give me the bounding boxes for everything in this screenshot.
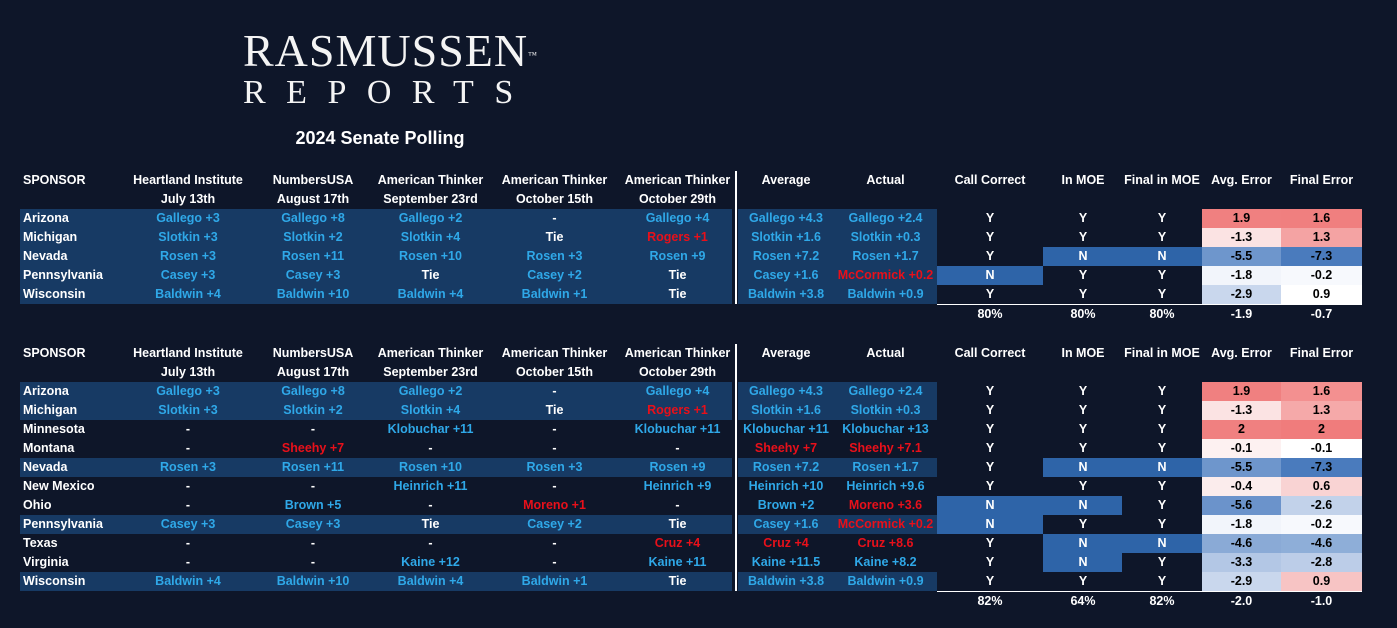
avg-error-value: -1.8 (1230, 517, 1253, 531)
actual-value: Moreno +3.6 (848, 498, 923, 512)
call-correct-value: Y (985, 211, 995, 225)
call-correct-value: Y (985, 249, 995, 263)
poll-result: - (552, 479, 557, 493)
poll-result: Slotkin +4 (400, 403, 461, 417)
trademark-symbol: ™ (528, 50, 537, 60)
call-correct-value: Y (985, 441, 995, 455)
poll-result: - (552, 211, 557, 225)
poll-result: Slotkin +2 (283, 403, 343, 417)
final-in-moe-value: Y (1157, 384, 1167, 398)
average-value: Kaine +11.5 (751, 555, 821, 569)
average-value: Klobuchar +11 (743, 422, 829, 436)
poll-result: - (185, 555, 191, 569)
final-error-value: -0.2 (1310, 517, 1333, 531)
state-name: New Mexico (23, 479, 95, 493)
in-moe-header: In MOE (1061, 346, 1105, 360)
poll-result: Baldwin +10 (276, 574, 350, 588)
poll-result: Baldwin +1 (521, 574, 588, 588)
poll-result: Casey +3 (160, 517, 216, 531)
call-correct-value: Y (985, 536, 995, 550)
poll-result: Rosen +10 (399, 249, 462, 263)
table-row (20, 477, 1362, 496)
poll-sponsor-header: American Thinker (377, 173, 484, 187)
poll-result: Gallego +8 (281, 211, 345, 225)
call-correct-value: Y (985, 384, 995, 398)
poll-result: - (310, 536, 316, 550)
in-moe-value: Y (1078, 230, 1088, 244)
poll-result: Rosen +11 (281, 249, 345, 263)
final-in-moe-value: Y (1157, 403, 1167, 417)
poll-result: Casey +3 (160, 268, 216, 282)
average-value: Baldwin +3.8 (747, 287, 825, 301)
final-error-value: 1.6 (1312, 211, 1331, 225)
poll-result: Cruz +4 (654, 536, 701, 550)
poll-result: - (552, 536, 557, 550)
in-moe-value: Y (1078, 384, 1088, 398)
final-error-value: -7.3 (1310, 460, 1333, 474)
sponsor-header: SPONSOR (23, 173, 86, 187)
poll-date-header: August 17th (276, 192, 350, 206)
in-moe-value: N (1078, 460, 1088, 474)
final-in-moe-summary: 80% (1149, 307, 1175, 321)
avg-error-value: -0.1 (1230, 441, 1253, 455)
final-in-moe-value: Y (1157, 422, 1167, 436)
poll-result: - (552, 422, 557, 436)
state-name: Michigan (23, 230, 78, 244)
final-error-value: 1.3 (1312, 230, 1331, 244)
avg-error-value: -2.9 (1230, 574, 1253, 588)
final-error-value: 2 (1318, 422, 1325, 436)
poll-result: Tie (545, 403, 564, 417)
poll-result: - (185, 479, 191, 493)
poll-result: Tie (668, 517, 687, 531)
header-row (20, 171, 1362, 190)
final-in-moe-value: N (1157, 460, 1167, 474)
actual-value: McCormick +0.2 (837, 517, 934, 531)
actual-value: Rosen +1.7 (852, 460, 919, 474)
in-moe-value: N (1078, 555, 1088, 569)
average-value: Sheehy +7 (754, 441, 818, 455)
call-correct-header: Call Correct (954, 346, 1026, 360)
final-error-header: Final Error (1289, 346, 1354, 360)
average-value: Casey +1.6 (753, 517, 819, 531)
poll-date-header: July 13th (160, 365, 216, 379)
poll-result: Tie (668, 574, 687, 588)
actual-value: Heinrich +9.6 (846, 479, 925, 493)
call-correct-value: Y (985, 287, 995, 301)
actual-value: Klobuchar +13 (842, 422, 929, 436)
poll-date-header: October 15th (515, 365, 594, 379)
poll-result: - (552, 555, 557, 569)
average-value: Rosen +7.2 (752, 460, 820, 474)
average-value: Rosen +7.2 (752, 249, 820, 263)
poll-result: Gallego +4 (645, 211, 710, 225)
state-name: Pennsylvania (23, 268, 103, 282)
final-in-moe-value: Y (1157, 268, 1167, 282)
poll-result: Rosen +9 (649, 460, 706, 474)
poll-result: Casey +3 (285, 517, 341, 531)
final-in-moe-value: Y (1157, 517, 1167, 531)
actual-value: McCormick +0.2 (837, 268, 934, 282)
poll-date-header: July 13th (160, 192, 216, 206)
state-name: Michigan (23, 403, 78, 417)
poll-result: Baldwin +4 (397, 574, 464, 588)
column-divider (735, 171, 737, 304)
avg-error-header: Avg. Error (1211, 346, 1272, 360)
table-row (20, 553, 1362, 572)
state-name: Arizona (23, 384, 69, 398)
poll-result: Casey +2 (527, 517, 582, 531)
header-date-row (20, 190, 1362, 209)
summary-row (20, 305, 1362, 324)
in-moe-value: Y (1078, 268, 1088, 282)
table-row (20, 247, 1362, 266)
in-moe-summary: 64% (1070, 594, 1096, 608)
state-name: Nevada (23, 460, 68, 474)
actual-value: Slotkin +0.3 (850, 230, 921, 244)
final-error-value: -4.6 (1310, 536, 1333, 550)
poll-result: - (185, 536, 191, 550)
final-error-summary: -0.7 (1310, 307, 1333, 321)
poll-result: Casey +2 (527, 268, 582, 282)
in-moe-value: Y (1078, 479, 1088, 493)
poll-result: Heinrich +11 (393, 479, 468, 493)
final-error-value: -7.3 (1310, 249, 1333, 263)
senate-polling-table-full (20, 344, 1362, 611)
poll-result: Heinrich +9 (643, 479, 712, 493)
state-name: Wisconsin (23, 287, 86, 301)
actual-value: Kaine +8.2 (854, 555, 917, 569)
state-name: Virginia (23, 555, 69, 569)
call-correct-summary: 80% (977, 307, 1003, 321)
avg-error-value: 1.9 (1232, 384, 1251, 398)
state-name: Wisconsin (23, 574, 86, 588)
poll-result: - (675, 441, 680, 455)
actual-value: Baldwin +0.9 (847, 574, 924, 588)
poll-result: Casey +3 (285, 268, 341, 282)
average-value: Heinrich +10 (748, 479, 824, 493)
poll-result: Slotkin +2 (283, 230, 343, 244)
poll-date-header: October 29th (638, 192, 717, 206)
avg-error-value: -5.5 (1230, 249, 1253, 263)
call-correct-value: Y (985, 403, 995, 417)
senate-polling-table-battleground (20, 171, 1362, 324)
poll-result: Gallego +3 (156, 384, 220, 398)
in-moe-header: In MOE (1061, 173, 1105, 187)
poll-date-header: August 17th (276, 365, 350, 379)
table-row (20, 420, 1362, 439)
final-error-value: -0.1 (1310, 441, 1333, 455)
poll-result: - (310, 422, 316, 436)
poll-date-header: October 15th (515, 192, 594, 206)
state-name: Ohio (23, 498, 52, 512)
final-in-moe-value: Y (1157, 211, 1167, 225)
average-value: Baldwin +3.8 (747, 574, 825, 588)
poll-result: Gallego +3 (156, 211, 220, 225)
table-row (20, 401, 1362, 420)
table-row (20, 534, 1362, 553)
poll-result: Rosen +3 (160, 460, 216, 474)
state-name: Pennsylvania (23, 517, 103, 531)
avg-error-summary: -2.0 (1230, 594, 1253, 608)
rasmussen-logo (243, 25, 573, 111)
poll-sponsor-header: NumbersUSA (272, 346, 354, 360)
avg-error-value: -1.3 (1230, 230, 1253, 244)
call-correct-value: N (985, 268, 995, 282)
average-value: Gallego +4.3 (749, 384, 823, 398)
call-correct-summary: 82% (977, 594, 1003, 608)
table-row (20, 439, 1362, 458)
in-moe-value: Y (1078, 574, 1088, 588)
table-row (20, 285, 1362, 304)
poll-result: Gallego +2 (398, 211, 463, 225)
header-row (20, 344, 1362, 363)
state-name: Minnesota (23, 422, 85, 436)
final-error-value: 0.9 (1312, 287, 1331, 301)
final-error-value: -0.2 (1310, 268, 1333, 282)
actual-value: Rosen +1.7 (852, 249, 919, 263)
call-correct-value: Y (985, 460, 995, 474)
average-value: Slotkin +1.6 (751, 403, 821, 417)
average-header: Average (761, 346, 811, 360)
final-error-value: 0.9 (1312, 574, 1331, 588)
in-moe-value: Y (1078, 403, 1088, 417)
final-error-value: 1.3 (1312, 403, 1331, 417)
in-moe-value: Y (1078, 287, 1088, 301)
in-moe-value: N (1078, 536, 1088, 550)
poll-result: Tie (421, 268, 440, 282)
poll-result: - (675, 498, 680, 512)
logo-wordmark-bottom: REPORTS (243, 74, 534, 111)
final-in-moe-value: Y (1157, 441, 1167, 455)
state-name: Arizona (23, 211, 69, 225)
in-moe-value: N (1078, 498, 1088, 512)
avg-error-value: -0.4 (1230, 479, 1253, 493)
in-moe-summary: 80% (1070, 307, 1096, 321)
average-value: Brown +2 (757, 498, 815, 512)
poll-result: - (185, 441, 191, 455)
poll-result: Rosen +3 (160, 249, 216, 263)
poll-result: Kaine +11 (648, 555, 707, 569)
poll-sponsor-header: American Thinker (624, 173, 731, 187)
poll-result: - (185, 498, 191, 512)
poll-result: Baldwin +1 (521, 287, 588, 301)
logo-wordmark-top: RASMUSSEN™ (243, 25, 537, 76)
table-row (20, 515, 1362, 534)
table-row (20, 572, 1362, 591)
avg-error-value: -5.6 (1230, 498, 1253, 512)
poll-result: Klobuchar +11 (634, 422, 721, 436)
poll-result: Rosen +3 (526, 460, 583, 474)
final-in-moe-value: Y (1157, 479, 1167, 493)
avg-error-value: -5.5 (1230, 460, 1253, 474)
sponsor-header: SPONSOR (23, 346, 86, 360)
in-moe-value: Y (1078, 441, 1088, 455)
poll-result: Moreno +1 (523, 498, 586, 512)
poll-result: Slotkin +4 (400, 230, 461, 244)
poll-result: Tie (545, 230, 564, 244)
average-header: Average (761, 173, 811, 187)
state-name: Montana (23, 441, 75, 455)
state-name: Texas (23, 536, 58, 550)
header-date-row (20, 363, 1362, 382)
poll-result: Rosen +11 (281, 460, 345, 474)
call-correct-value: Y (985, 422, 995, 436)
actual-value: Sheehy +7.1 (849, 441, 922, 455)
in-moe-value: Y (1078, 422, 1088, 436)
poll-result: - (310, 479, 316, 493)
final-in-moe-value: N (1157, 249, 1167, 263)
average-value: Slotkin +1.6 (751, 230, 821, 244)
table-row (20, 209, 1362, 228)
call-correct-value: N (985, 517, 995, 531)
poll-result: Rogers +1 (647, 230, 708, 244)
final-in-moe-value: Y (1157, 555, 1167, 569)
state-name: Nevada (23, 249, 68, 263)
in-moe-value: Y (1078, 517, 1088, 531)
poll-result: - (552, 441, 557, 455)
summary-row (20, 592, 1362, 611)
final-in-moe-value: Y (1157, 574, 1167, 588)
final-error-value: -2.6 (1310, 498, 1333, 512)
poll-sponsor-header: American Thinker (377, 346, 484, 360)
final-error-header: Final Error (1289, 173, 1354, 187)
poll-sponsor-header: Heartland Institute (133, 173, 243, 187)
average-value: Cruz +4 (763, 536, 809, 550)
table-row (20, 496, 1362, 515)
poll-result: Gallego +2 (398, 384, 463, 398)
final-in-moe-header: Final in MOE (1124, 346, 1200, 360)
call-correct-value: Y (985, 555, 995, 569)
in-moe-value: N (1078, 249, 1088, 263)
poll-result: Rogers +1 (647, 403, 708, 417)
actual-value: Gallego +2.4 (848, 211, 923, 225)
poll-result: - (185, 422, 191, 436)
table-row (20, 228, 1362, 247)
actual-value: Gallego +2.4 (848, 384, 923, 398)
final-error-value: 0.6 (1312, 479, 1331, 493)
final-in-moe-value: Y (1157, 498, 1167, 512)
avg-error-header: Avg. Error (1211, 173, 1272, 187)
poll-result: Klobuchar +11 (387, 422, 474, 436)
poll-result: - (310, 555, 316, 569)
poll-sponsor-header: American Thinker (501, 346, 608, 360)
poll-sponsor-header: Heartland Institute (133, 346, 243, 360)
poll-result: Slotkin +3 (158, 403, 218, 417)
poll-date-header: September 23rd (383, 365, 478, 379)
actual-value: Cruz +8.6 (857, 536, 914, 550)
poll-date-header: October 29th (638, 365, 717, 379)
poll-result: Rosen +9 (649, 249, 706, 263)
average-value: Casey +1.6 (753, 268, 819, 282)
poll-result: Gallego +4 (645, 384, 710, 398)
table-row (20, 266, 1362, 285)
page-title: 2024 Senate Polling (295, 128, 465, 148)
call-correct-header: Call Correct (954, 173, 1026, 187)
poll-result: - (428, 498, 433, 512)
final-error-value: 1.6 (1312, 384, 1331, 398)
average-value: Gallego +4.3 (749, 211, 823, 225)
poll-result: Brown +5 (284, 498, 342, 512)
column-divider (735, 344, 737, 591)
poll-result: Tie (421, 517, 440, 531)
poll-result: - (428, 536, 433, 550)
poll-sponsor-header: NumbersUSA (272, 173, 354, 187)
poll-result: Baldwin +10 (276, 287, 350, 301)
poll-result: Slotkin +3 (158, 230, 218, 244)
poll-result: Sheehy +7 (281, 441, 345, 455)
poll-result: Baldwin +4 (155, 287, 221, 301)
table-row (20, 382, 1362, 401)
poll-result: Gallego +8 (281, 384, 345, 398)
avg-error-summary: -1.9 (1230, 307, 1253, 321)
call-correct-value: Y (985, 574, 995, 588)
final-in-moe-header: Final in MOE (1124, 173, 1200, 187)
final-in-moe-value: Y (1157, 230, 1167, 244)
avg-error-value: -2.9 (1230, 287, 1253, 301)
poll-result: Kaine +12 (401, 555, 460, 569)
final-in-moe-value: Y (1157, 287, 1167, 301)
poll-result: Rosen +10 (399, 460, 462, 474)
final-in-moe-summary: 82% (1149, 594, 1175, 608)
poll-date-header: September 23rd (383, 192, 478, 206)
poll-sponsor-header: American Thinker (501, 173, 608, 187)
poll-result: Tie (668, 268, 687, 282)
avg-error-value: 2 (1238, 422, 1245, 436)
avg-error-value: -1.3 (1230, 403, 1253, 417)
poll-result: Tie (668, 287, 687, 301)
in-moe-value: Y (1078, 211, 1088, 225)
final-error-summary: -1.0 (1310, 594, 1333, 608)
poll-sponsor-header: American Thinker (624, 346, 731, 360)
avg-error-value: -1.8 (1230, 268, 1253, 282)
call-correct-value: N (985, 498, 995, 512)
avg-error-value: 1.9 (1232, 211, 1251, 225)
poll-result: - (428, 441, 433, 455)
avg-error-value: -4.6 (1230, 536, 1253, 550)
poll-result: Rosen +3 (526, 249, 583, 263)
actual-header: Actual (866, 346, 905, 360)
actual-header: Actual (866, 173, 905, 187)
call-correct-value: Y (985, 230, 995, 244)
actual-value: Slotkin +0.3 (850, 403, 921, 417)
final-in-moe-value: N (1157, 536, 1167, 550)
poll-result: - (552, 384, 557, 398)
poll-result: Baldwin +4 (397, 287, 464, 301)
actual-value: Baldwin +0.9 (847, 287, 924, 301)
avg-error-value: -3.3 (1230, 555, 1253, 569)
final-error-value: -2.8 (1310, 555, 1333, 569)
table-row (20, 458, 1362, 477)
call-correct-value: Y (985, 479, 995, 493)
poll-result: Baldwin +4 (155, 574, 221, 588)
